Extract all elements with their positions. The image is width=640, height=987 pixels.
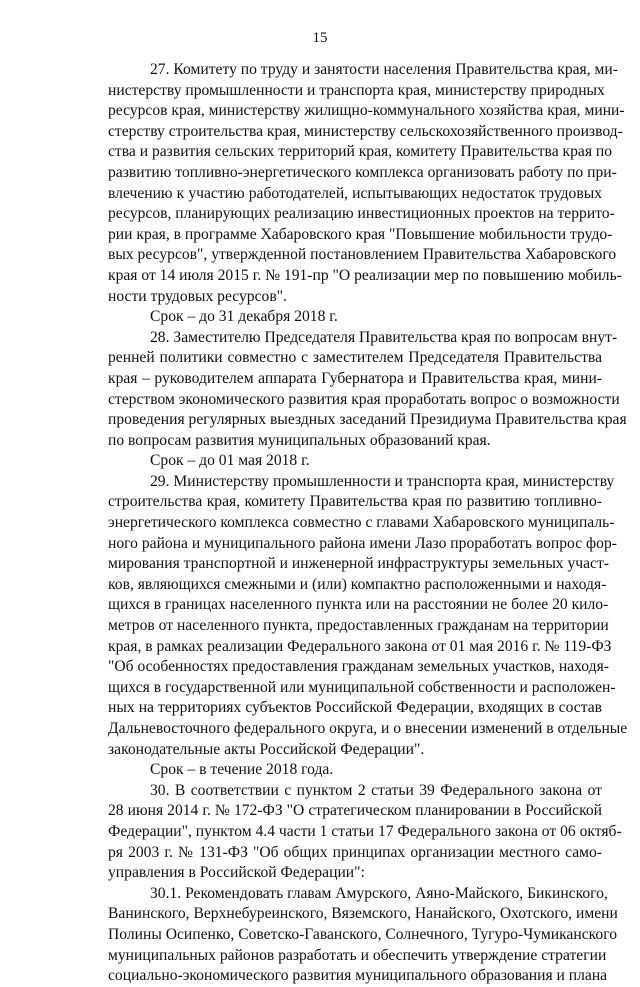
text-line: Федерации", пунктом 4.4 части 1 статьи 17 Федерального закона от 06 октяб-: [108, 822, 622, 840]
text-line: ного района и муниципального района имени Лазо проработать вопрос фор-: [108, 534, 617, 552]
text-line: мирования транспортной и инженерной инфраструктуры земельных участ-: [108, 555, 609, 573]
text-line: 28 июня 2014 г. № 172-ФЗ "О стратегическом планировании в Российской: [108, 802, 602, 820]
text-line: ренней политики совместно с заместителем Председателя Правительства: [108, 349, 602, 367]
text-line: метров от населенного пункта, предоставленных гражданам на территории: [108, 617, 609, 635]
text-line: 30.1. Рекомендовать главам Амурского, Аяно-Майского, Бикинского,: [150, 884, 608, 902]
text-line: 30. В соответствии с пунктом 2 статьи 39 Федерального закона от: [150, 781, 602, 799]
text-line: 28. Заместителю Председателя Правительства края по вопросам внут-: [150, 328, 618, 346]
text-line: Срок – до 01 мая 2018 г.: [150, 452, 310, 470]
text-line: по вопросам развития муниципальных образований края.: [108, 431, 491, 449]
text-line: Срок – в течение 2018 года.: [150, 761, 334, 779]
text-line: энергетического комплекса совместно с главами Хабаровского муниципаль-: [108, 514, 615, 532]
text-line: 29. Министерству промышленности и транспорта края, министерству: [150, 472, 615, 490]
text-line: края, в рамках реализации Федерального закона от 01 мая 2016 г. № 119-ФЗ: [108, 637, 612, 655]
text-line: влечению к участию работодателей, испытывающих недостаток трудовых: [108, 184, 602, 202]
text-line: ства и развития сельских территорий края, комитету Правительства края по: [108, 143, 613, 161]
text-line: Дальневосточного федерального округа, и о внесении изменений в отдельные: [108, 720, 628, 737]
text-line: Срок – до 31 декабря 2018 г.: [150, 308, 338, 326]
text-line: управления в Российской Федерации":: [108, 864, 365, 882]
text-line: щихся в границах населенного пункта или на расстоянии не более 20 кило-: [108, 596, 609, 614]
page-number: 15: [312, 30, 328, 46]
text-line: нистерству промышленности и транспорта края, министерству природных: [108, 81, 605, 99]
text-line: стерству строительства края, министерству сельскохозяйственного производ-: [108, 122, 623, 140]
text-line: рии края, в программе Хабаровского края "Повышение мобильности трудо-: [108, 225, 613, 243]
text-line: строительства края, комитету Правительства края по развитию топливно-: [108, 493, 602, 511]
text-line: развитию топливно-энергетического комплекса организовать работу по при-: [108, 163, 617, 181]
text-line: ности трудовых ресурсов".: [108, 287, 287, 305]
text-line: щихся в государственной или муниципальной собственности и расположен-: [108, 678, 616, 696]
text-line: Полины Осипенко, Советско-Гаванского, Солнечного, Тугуро-Чумиканского: [108, 925, 617, 943]
text-line: "Об особенностях предоставления гражданам земельных участков, находя-: [108, 658, 609, 676]
document-body: [108, 60, 628, 987]
text-line: 27. Комитету по труду и занятости населения Правительства края, ми-: [150, 61, 618, 78]
text-line: ков, являющихся смежными и (или) компактно расположенными и находя-: [108, 575, 607, 593]
text-line: стерством экономического развития края проработать вопрос о возможности: [108, 390, 620, 408]
text-line: законодательные акты Российской Федерации".: [108, 740, 425, 758]
text-line: проведения регулярных выездных заседаний Президиума Правительства края: [108, 411, 627, 429]
text-line: края – руководителем аппарата Губернатора и Правительства края, мини-: [108, 369, 602, 387]
text-line: ресурсов края, министерству жилищно-коммунального хозяйства края, мини-: [108, 102, 625, 120]
text-line: муниципальных районов разработать и обеспечить утверждение стратегии: [108, 946, 607, 964]
text-line: края от 14 июля 2015 г. № 191-пр "О реализации мер по повышению мобиль-: [108, 266, 622, 284]
text-line: вых ресурсов", утвержденной постановлением Правительства Хабаровского: [108, 246, 617, 264]
text-line: ря 2003 г. № 131-ФЗ "Об общих принципах организации местного само-: [108, 843, 602, 861]
text-line: ных на территориях субъектов Российской Федерации, входящих в состав: [108, 699, 602, 717]
text-line: ресурсов, планирующих реализацию инвестиционных проектов на террито-: [108, 205, 615, 223]
text-line: Ванинского, Верхнебуреинского, Вяземского, Нанайского, Охотского, имени: [108, 905, 618, 923]
text-line: социально-экономического развития муниципального образования и плана: [108, 967, 608, 985]
